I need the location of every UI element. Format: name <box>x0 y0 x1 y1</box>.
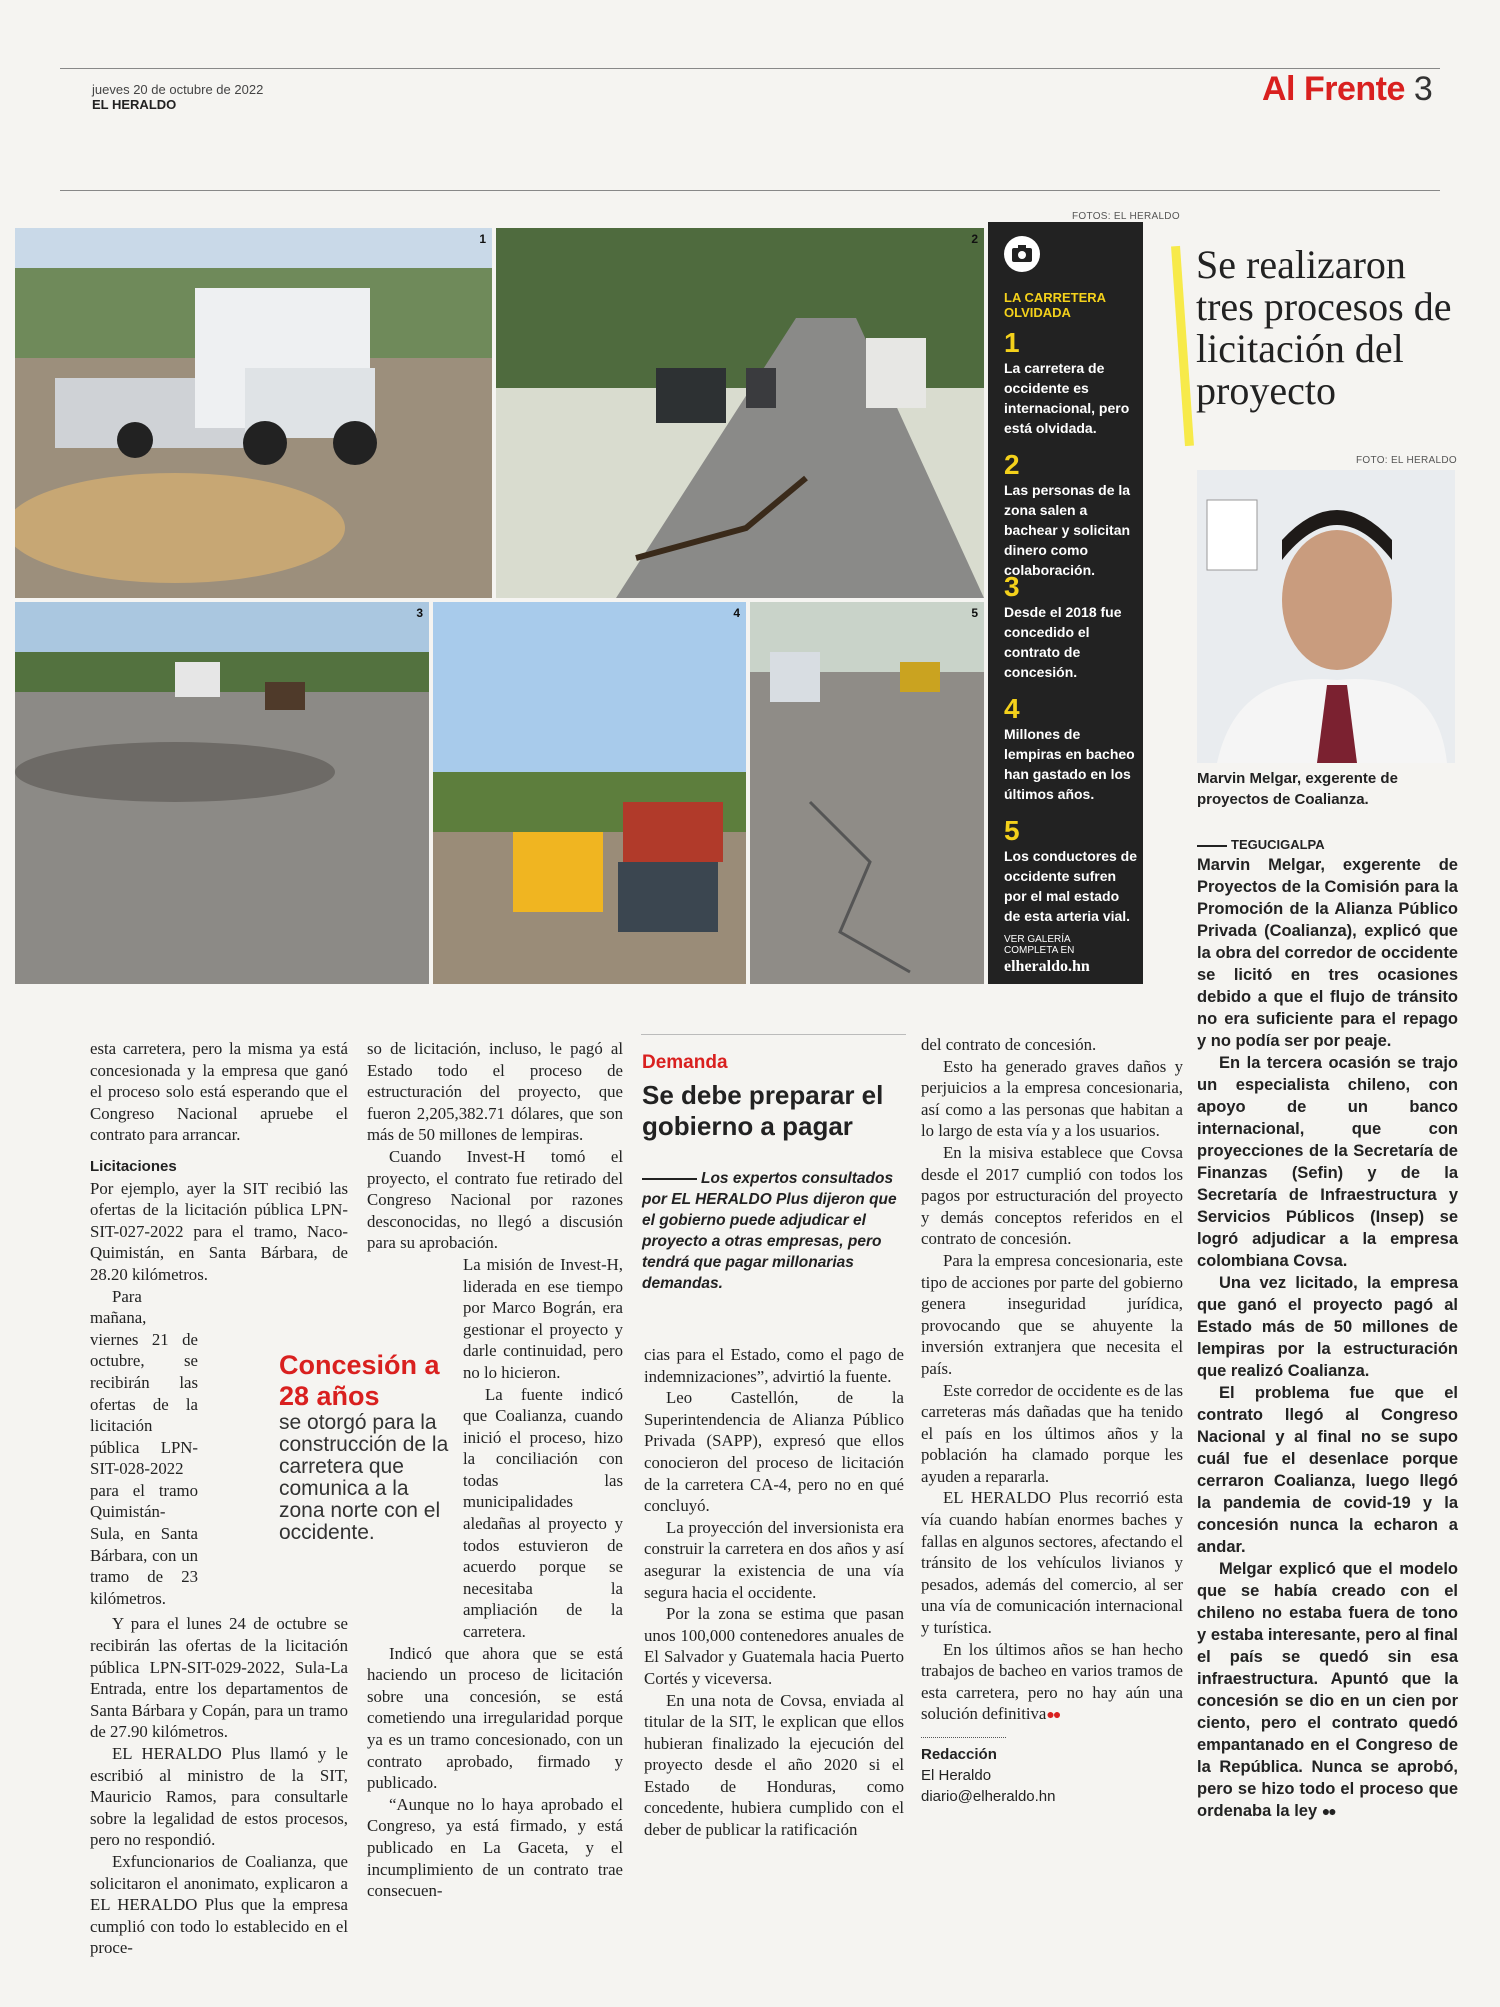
demanda-deck-text: Los expertos consultados por EL HERALDO Plus dijeron que el gobierno puede adjudicar el proyecto a otras empresas, pero tendrá que pagar millonarias demandas. <box>642 1170 897 1292</box>
signature-email[interactable]: diario@elheraldo.hn <box>921 1788 1056 1805</box>
sidebar-item <box>1004 816 1139 926</box>
sidebar-item-number: 1 <box>1004 327 1020 358</box>
paragraph <box>921 1639 1183 1727</box>
photo-number: 1 <box>479 232 486 246</box>
photo-marvin-melgar <box>1197 470 1455 763</box>
sidebar-item <box>1004 450 1139 580</box>
paragraph: La fuente indicó que Coalianza, cuando inició el proceso, hizo la conciliación con todas las municipalidades aledañas al proyecto y todos estuvieron de acuerdo porque se necesitaba la ampliación de la carretera. <box>463 1384 623 1642</box>
photo-truck-pothole <box>15 228 492 598</box>
sidebar-item-text: Desde el 2018 fue concedido el contrato de concesión. <box>1004 604 1122 680</box>
page-number: 3 <box>1413 70 1433 108</box>
paragraph: En una nota de Covsa, enviada al titular de la SIT, le explican que ellos hubieran finalizado la ejecución del proyecto desde el año 2020 si el Estado de Honduras, como concedente, hubiera cumplido con el deber de publicar la ratificación <box>644 1690 904 1840</box>
photo-credit: FOTOS: EL HERALDO <box>1072 211 1180 222</box>
paragraph: La misión de Invest-H, liderada en ese tiempo por Marco Bográn, era gestionar el proyecto y darle continuidad, pero no lo hicieron. <box>463 1254 623 1382</box>
paragraph: La proyección del inversionista era construir la carretera en dos años y así asegurar la existencia de una vía segura hacia el occidente. <box>644 1517 904 1602</box>
photo-cracked-road <box>750 602 984 984</box>
right-article <box>1197 836 1458 1822</box>
column-4 <box>921 1034 1183 1807</box>
paragraph: esta carretera, pero la misma ya está concesionada y la empresa que ganó el proceso solo está esperando que el Congreso Nacional apruebe el contrato para arrancar. <box>90 1039 348 1145</box>
sidebar-item <box>1004 328 1139 438</box>
paragraph: Una vez licitado, la empresa que ganó el proyecto pagó al Estado más de 50 millones de lempiras por la estructuración que realizó Coalianza. <box>1197 1274 1458 1380</box>
end-mark-icon: ●● <box>1321 1803 1335 1819</box>
photo-road-potholes <box>15 602 429 984</box>
demanda-headline: Se debe preparar el gobierno a pagar <box>642 1080 884 1141</box>
paragraph: Indicó que ahora que se está haciendo un proceso de licitación sobre una concesión, se está cometiendo una irregularidad porque ya es un tramo concesionado, con un contrato aprobado, firmado y publicado. <box>367 1643 623 1793</box>
paragraph: Exfuncionarios de Coalianza, que solicitaron el anonimato, explicaron a EL HERALDO Plus que la empresa cumplió con todo lo establecido en el proce- <box>90 1851 348 1958</box>
pull-quote-text: se otorgó para la construcción de la carretera que comunica a la zona norte con el occidente. <box>279 1411 449 1544</box>
demanda-deck <box>642 1168 906 1294</box>
paragraph: EL HERALDO Plus recorrió esta vía cuando habían enormes baches y fallas en algunos sectores, afectando el tránsito de los vehículos livianos y pesados, además del comercio, al ser una vía de comunicación internacional y turística. <box>921 1488 1183 1638</box>
sidebar-item-number: 3 <box>1004 571 1020 602</box>
sidebar-item-text: Las personas de la zona salen a bachear y solicitan dinero como colaboración. <box>1004 482 1131 578</box>
photo-credit: FOTO: EL HERALDO <box>1356 455 1457 466</box>
sidebar-item-text: Los conductores de occidente sufren por el mal estado de esta arteria vial. <box>1004 848 1138 924</box>
paragraph: Cuando Invest-H tomó el proyecto, el contrato fue retirado del Congreso Nacional por razones desconocidas, no llegó a discusión para su aprobación. <box>367 1146 623 1253</box>
gallery-label: VER GALERÍA COMPLETA EN <box>1004 934 1075 956</box>
section-name: Al Frente <box>1262 70 1405 108</box>
photo-number: 3 <box>416 606 423 620</box>
camera-icon <box>1004 236 1040 272</box>
paragraph: Y para el lunes 24 de octubre se recibirán las ofertas de la licitación pública LPN-SIT-029-2022, Sula-La Entrada, entre los departamentos de Santa Bárbara y Copán, para un tramo de 27.90 kilómetros. <box>90 1614 348 1742</box>
subhead-licitaciones: Licitaciones <box>90 1157 177 1175</box>
photo-number: 4 <box>733 606 740 620</box>
paragraph: Marvin Melgar, exgerente de Proyectos de la Comisión para la Promoción de la Alianza Público Privada (Coalianza), explicó que la obra del corredor de occidente se licitó en tres ocasiones debido a que el flujo de tránsito no era suficiente para el repago y no podía ser por peaje. <box>1197 856 1458 1050</box>
gallery-link[interactable]: elheraldo.hn <box>1004 958 1090 975</box>
paragraph: “Aunque no lo haya aprobado el Congreso, ya está firmado, y está publicado en La Gaceta, y el incumplimiento de un contrato trae consecuen- <box>367 1794 623 1901</box>
pull-quote-head: Concesión a 28 años <box>279 1350 440 1411</box>
signature <box>921 1744 1183 1807</box>
paragraph: Leo Castellón, de la Superintendencia de Alianza Público Privada (SAPP), expresó que ellos conocieron del proceso de licitación de la carretera CA-4, pero no en qué concluyó. <box>644 1388 904 1516</box>
signature-label: Redacción <box>921 1746 997 1763</box>
paragraph: Este corredor de occidente es de las carreteras más dañadas que ha tenido el país en los últimos años y la población ha clamado porque les ayuden a repararla. <box>921 1380 1183 1486</box>
sidebar-item <box>1004 572 1139 682</box>
photo-caption: Marvin Melgar, exgerente de proyectos de Coalianza. <box>1197 770 1398 808</box>
paragraph-text: Melgar explicó que el modelo que se había creado con el chileno no estaba fuera de tono y estaba interesante, pero al final el país se quedó sin esa infraestructura. Apuntó que la concesión se dio en un cien por ciento, pero el contrato quedó empantanado en el Congreso de la República. Nunca se aprobó, pero se hizo todo el proceso que ordenaba la ley <box>1197 1560 1458 1820</box>
sidebar-item-number: 4 <box>1004 693 1020 724</box>
paragraph: Esto ha generado graves daños y perjuicios a la empresa concesionaria, así como a las personas que habitan a lo largo de esta vía y a los usuarios. <box>921 1056 1183 1141</box>
paragraph: EL HERALDO Plus llamó y le escribió al ministro de la SIT, Mauricio Ramos, para consultarle sobre la legalidad de estos procesos, pero no respondió. <box>90 1744 348 1850</box>
paragraph: del contrato de concesión. <box>921 1035 1097 1054</box>
paragraph: Para la empresa concesionaria, este tipo de acciones por parte del gobierno genera inseguridad jurídica, provocando que se ahuyente la inversión extranjera que necesita el país. <box>921 1250 1183 1378</box>
header-bottom-rule <box>60 190 1440 191</box>
sidebar-title: LA CARRETERA OLVIDADA <box>1004 290 1106 320</box>
paragraph <box>1197 1558 1458 1822</box>
section-title <box>1262 70 1432 109</box>
sidebar-item-text: Millones de lempiras en bacheo han gastado en los últimos años. <box>1004 726 1135 802</box>
header-top-rule <box>60 68 1440 69</box>
sidebar-item-text: La carretera de occidente es internacional, pero está olvidada. <box>1004 360 1130 436</box>
signature-name: El Heraldo <box>921 1767 992 1784</box>
newspaper-name: EL HERALDO <box>92 97 177 112</box>
paragraph: Por la zona se estima que pasan unos 100,000 contenedores anuales de El Salvador y Guatemala hacia Puerto Cortés y viceversa. <box>644 1604 904 1688</box>
end-mark-icon: ●● <box>1046 1708 1060 1724</box>
paragraph: so de licitación, incluso, le pagó al Estado todo el proceso de estructuración del proyecto, que fueron 2,205,382.71 dólares, que son más de 50 millones de lempiras. <box>367 1039 623 1145</box>
photo-number: 2 <box>971 232 978 246</box>
photo-number: 5 <box>971 606 978 620</box>
paragraph: Por ejemplo, ayer la SIT recibió las ofertas de la licitación pública LPN-SIT-027-2022 para el tramo, Naco-Quimistán, en Santa Bárbara, de 28.20 kilómetros. <box>90 1178 348 1284</box>
sidebar-item-number: 2 <box>1004 449 1020 480</box>
page-date: jueves 20 de octubre de 2022 <box>92 82 264 97</box>
dateline-text: TEGUCIGALPA <box>1231 837 1325 852</box>
demanda-kicker: Demanda <box>642 1052 728 1073</box>
sidebar-carretera-olvidada <box>988 222 1143 984</box>
sidebar-item-number: 5 <box>1004 815 1020 846</box>
yellow-highlight-mark <box>1171 246 1194 446</box>
signature-rule <box>921 1737 1006 1738</box>
paragraph: En la tercera ocasión se trajo un especialista chileno, con apoyo de un banco internacional, que con proyecciones de la Secretaría de Finanzas (Sefin) y de la Secretaría de Infraestructura y Servicios Públicos (Insep) se logró adjudicar a la empresa colombiana Covsa. <box>1197 1054 1458 1270</box>
column-2 <box>367 1038 623 1902</box>
sidebar-item <box>1004 694 1139 804</box>
dateline <box>1197 836 1458 854</box>
column-3-top-rule <box>641 1034 906 1035</box>
paragraph: En la misiva establece que Covsa desde el 2017 cumplió con todos los pagos por estructuración del proyecto y demás conceptos referidos en el contrato de concesión. <box>921 1142 1183 1249</box>
right-headline: Se realizaron tres procesos de licitación del proyecto <box>1196 242 1452 413</box>
paragraph: cias para el Estado, como el pago de indemnizaciones”, advirtió la fuente. <box>644 1345 904 1386</box>
paragraph: Para mañana, viernes 21 de octubre, se recibirán las ofertas de la licitación pública LPN-SIT-028-2022 para el tramo Quimistán-Sula, en Santa Bárbara, con un tramo de 23 kilómetros. <box>90 1286 198 1608</box>
column-3 <box>644 1344 904 1841</box>
paragraph: El problema fue que el contrato llegó al Congreso Nacional y al final no se supo cuál fue el desenlace porque cerraron Coalianza, luego llegó la pandemia de covid-19 y la concesión nunca la echaron a andar. <box>1197 1384 1458 1556</box>
paragraph-text: En los últimos años se han hecho trabajos de bacheo en varios tramos de esta carretera, pero no hay aún una solución definitiva <box>921 1639 1183 1724</box>
photo-road-workers <box>496 228 984 598</box>
photo-road-machinery <box>433 602 746 984</box>
